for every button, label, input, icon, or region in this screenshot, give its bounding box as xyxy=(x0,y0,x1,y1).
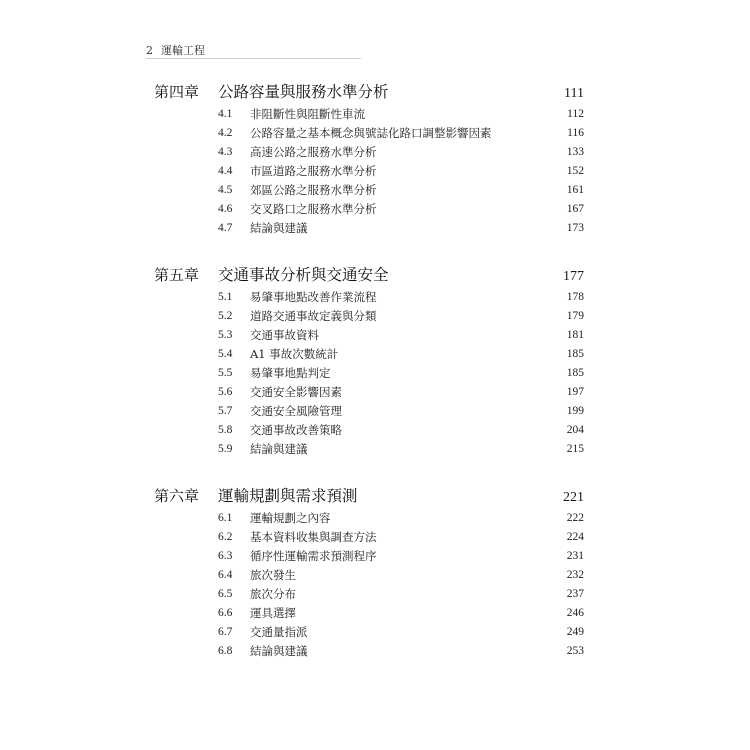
section-title: 易肇事地點判定 xyxy=(250,365,331,380)
section-title: 交通量指派 xyxy=(250,624,308,639)
section-entry[interactable] xyxy=(154,306,584,325)
section-entry[interactable] xyxy=(154,123,584,142)
section-entry[interactable] xyxy=(154,142,584,161)
section-title: 交通安全風險管理 xyxy=(250,403,342,418)
section-page: 185 xyxy=(566,366,584,379)
section-title: 旅次分布 xyxy=(250,586,296,601)
section-entry[interactable] xyxy=(154,363,584,382)
section-entry[interactable] xyxy=(154,104,584,123)
section-number: 6.6 xyxy=(218,606,233,619)
section-number: 4.1 xyxy=(218,107,233,120)
section-entry[interactable] xyxy=(154,287,584,306)
chapter-heading[interactable] xyxy=(154,80,584,102)
book-title: 運輸工程 xyxy=(161,44,205,57)
section-entry[interactable] xyxy=(154,439,584,458)
section-entry[interactable] xyxy=(154,401,584,420)
section-page: 112 xyxy=(567,107,584,120)
section-number: 4.4 xyxy=(218,164,233,177)
section-number: 5.4 xyxy=(218,347,233,360)
section-list xyxy=(154,287,584,458)
section-entry[interactable] xyxy=(154,546,584,565)
chapter-number: 第四章 xyxy=(154,83,200,101)
chapter-page: 177 xyxy=(563,269,584,284)
section-title: 交叉路口之服務水準分析 xyxy=(250,201,377,216)
section-page: 152 xyxy=(566,164,584,177)
page-number: 2 xyxy=(146,43,153,57)
section-page: 215 xyxy=(566,442,584,455)
section-number: 4.5 xyxy=(218,183,233,196)
section-page: 185 xyxy=(566,347,584,360)
section-entry[interactable] xyxy=(154,641,584,660)
section-page: 167 xyxy=(566,202,584,215)
section-entry[interactable] xyxy=(154,199,584,218)
section-number: 5.8 xyxy=(218,423,233,436)
section-page: 222 xyxy=(566,511,584,524)
section-number: 5.9 xyxy=(218,442,233,455)
chapter-heading[interactable] xyxy=(154,484,584,506)
section-entry[interactable] xyxy=(154,565,584,584)
running-header xyxy=(146,42,361,58)
chapter-block xyxy=(154,484,584,660)
section-number: 6.2 xyxy=(218,530,233,543)
section-entry[interactable] xyxy=(154,325,584,344)
chapter-number: 第六章 xyxy=(154,487,200,505)
section-page: 246 xyxy=(566,606,584,619)
section-page: 224 xyxy=(566,530,584,543)
section-number: 5.7 xyxy=(218,404,233,417)
section-title: 結論與建議 xyxy=(250,441,308,456)
header-divider xyxy=(146,58,361,59)
section-page: 232 xyxy=(566,568,584,581)
section-page: 178 xyxy=(566,290,584,303)
chapter-page: 221 xyxy=(563,490,584,505)
section-entry[interactable] xyxy=(154,603,584,622)
section-title: 易肇事地點改善作業流程 xyxy=(250,289,377,304)
section-page: 133 xyxy=(566,145,584,158)
section-title: 高速公路之服務水準分析 xyxy=(250,144,377,159)
section-title: A1 事故次數統計 xyxy=(250,346,339,361)
section-page: 199 xyxy=(566,404,584,417)
section-title: 郊區公路之服務水準分析 xyxy=(250,182,377,197)
section-title: 運輸規劃之內容 xyxy=(250,510,331,525)
chapter-block xyxy=(154,80,584,237)
section-entry[interactable] xyxy=(154,161,584,180)
section-title: 交通安全影響因素 xyxy=(250,384,342,399)
section-entry[interactable] xyxy=(154,382,584,401)
chapter-number: 第五章 xyxy=(154,266,200,284)
chapter-page: 111 xyxy=(564,86,584,101)
section-list xyxy=(154,508,584,660)
chapter-title: 公路容量與服務水準分析 xyxy=(218,83,389,101)
section-title: 旅次發生 xyxy=(250,567,296,582)
section-title: 基本資料收集與調查方法 xyxy=(250,529,377,544)
section-entry[interactable] xyxy=(154,508,584,527)
section-number: 6.4 xyxy=(218,568,233,581)
section-page: 173 xyxy=(566,221,584,234)
section-title: 交通事故改善策略 xyxy=(250,422,342,437)
section-title: 循序性運輸需求預測程序 xyxy=(250,548,377,563)
chapter-heading[interactable] xyxy=(154,263,584,285)
section-entry[interactable] xyxy=(154,180,584,199)
section-number: 6.8 xyxy=(218,644,233,657)
section-page: 253 xyxy=(566,644,584,657)
section-number: 4.7 xyxy=(218,221,233,234)
section-page: 116 xyxy=(567,126,584,139)
section-entry[interactable] xyxy=(154,344,584,363)
section-title: 結論與建議 xyxy=(250,643,308,658)
chapter-title: 運輸規劃與需求預測 xyxy=(218,487,358,505)
section-title: 運具選擇 xyxy=(250,605,296,620)
section-entry[interactable] xyxy=(154,527,584,546)
chapter-block xyxy=(154,263,584,458)
section-title: 市區道路之服務水準分析 xyxy=(250,163,377,178)
section-number: 5.2 xyxy=(218,309,233,322)
section-page: 231 xyxy=(566,549,584,562)
section-entry[interactable] xyxy=(154,218,584,237)
section-entry[interactable] xyxy=(154,420,584,439)
section-number: 4.2 xyxy=(218,126,233,139)
section-number: 6.1 xyxy=(218,511,233,524)
chapter-title: 交通事故分析與交通安全 xyxy=(218,266,389,284)
section-page: 204 xyxy=(566,423,584,436)
section-page: 179 xyxy=(566,309,584,322)
section-entry[interactable] xyxy=(154,584,584,603)
section-page: 237 xyxy=(566,587,584,600)
section-number: 4.6 xyxy=(218,202,233,215)
section-number: 5.3 xyxy=(218,328,233,341)
section-page: 161 xyxy=(566,183,584,196)
section-number: 5.6 xyxy=(218,385,233,398)
section-title: 結論與建議 xyxy=(250,220,308,235)
section-title: 道路交通事故定義與分類 xyxy=(250,308,377,323)
section-title: 交通事故資料 xyxy=(250,327,319,342)
section-page: 249 xyxy=(566,625,584,638)
section-number: 6.5 xyxy=(218,587,233,600)
section-entry[interactable] xyxy=(154,622,584,641)
section-number: 4.3 xyxy=(218,145,233,158)
section-number: 5.1 xyxy=(218,290,233,303)
section-title: 非阻斷性與阻斷性車流 xyxy=(250,106,365,121)
section-page: 197 xyxy=(566,385,584,398)
section-number: 6.3 xyxy=(218,549,233,562)
section-number: 5.5 xyxy=(218,366,233,379)
section-page: 181 xyxy=(566,328,584,341)
section-list xyxy=(154,104,584,237)
section-number: 6.7 xyxy=(218,625,233,638)
section-title: 公路容量之基本概念與號誌化路口調整影響因素 xyxy=(250,125,492,140)
